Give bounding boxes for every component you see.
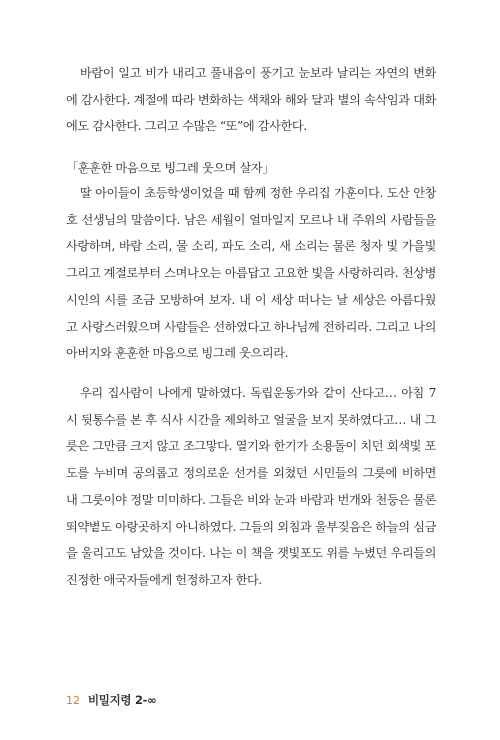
- paragraph-text: 딸 아이들이 초등학생이었을 때 함께 정한 우리집 가훈이다. 도산 안창호 선생님의 말씀이다. 남은 세월이 얼마일지 모르나 내 주위의 사람들을 사랑하며, 바람 소리, 물 소리, 파도 소리, 새 소리는 물론 청자 빛 가을빛 그리고 계절로부터 스며나오는 아름답고 고요한 빛을 사랑하리라. 천상병 시인의 시를 조금 모방하여 보자. 내 이 세상 떠나는 날 세상은 아름다웠고 사랑스러웠으며 사람들은 선하였다고 하나님께 전하리라. 그리고 나의 아버지와 훈훈한 마음으로 빙그레 웃으리라.: [66, 186, 436, 361]
- book-title: 비밀지령 2-∞: [88, 693, 157, 707]
- paragraph-dedication: [66, 380, 436, 594]
- paragraph-text: 우리 집사람이 나에게 말하였다. 독립운동가와 같이 산다고… 아침 7시 뒷통수를 본 후 식사 시간을 제외하고 얼굴을 보지 못하였다고… 내 그릇은 그만큼 크지 않고 조그맣다. 열기와 한기가 소용돌이 치던 회색빛 포도를 누비며 공의롭고 정의로운 선거를 외쳤던 시민들의 그릇에 비하면 내 그릇이야 정말 미미하다. 그들은 비와 눈과 바람과 번개와 천둥은 물론 뙤약볕도 아랑곳하지 아니하였다. 그들의 외침과 울부짖음은 하늘의 심금을 울리고도 남았을 것이다. 나는 이 책을 잿빛포도 위를 누볐던 우리들의 진정한 애국자들에게 헌정하고자 한다.: [66, 386, 436, 587]
- paragraph-family-motto: [66, 180, 436, 367]
- paragraph-text: 바람이 일고 비가 내리고 풀내음이 풍기고 눈보라 날리는 자연의 변화에 감사한다. 계절에 따라 변화하는 색채와 해와 달과 별의 속삭임과 대화에도 감사한다. 그리고 수많은 “또”에 감사한다.: [66, 66, 436, 134]
- paragraph-nature-gratitude: [66, 60, 436, 140]
- family-motto-heading: 「훈훈한 마음으로 빙그레 웃으며 살자」: [66, 161, 275, 175]
- page-footer: [66, 692, 156, 710]
- page-number: 12: [66, 694, 80, 707]
